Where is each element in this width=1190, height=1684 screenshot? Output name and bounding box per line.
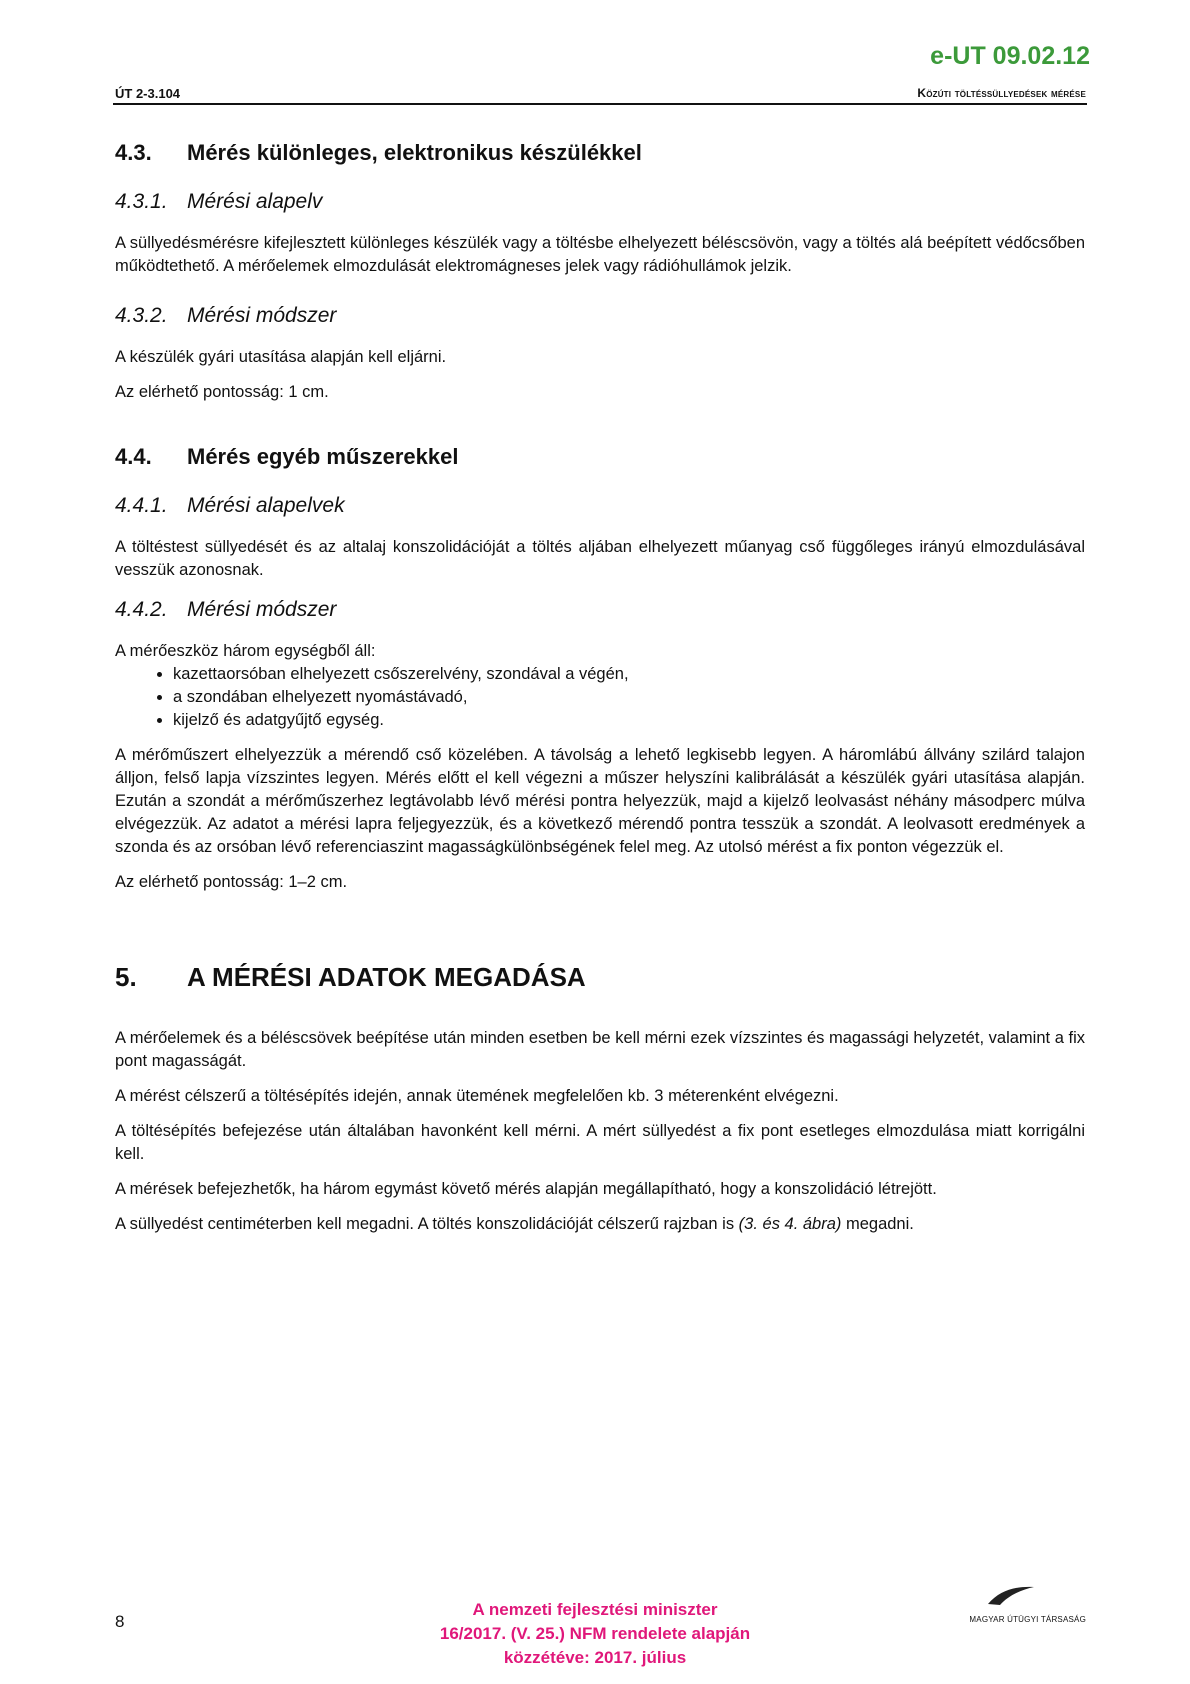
publication-line: 16/2017. (V. 25.) NFM rendelete alapján [439,1624,751,1643]
section-4-4-2-heading [115,598,1085,622]
section-number: 5. [115,962,137,992]
road-swoosh-icon [986,1584,1036,1606]
paragraph: A mérőműszert elhelyezzük a mérendő cső közelében. A távolság a lehető legkisebb legyen. A háromlábú állvány szilárd talajon álljon, felső lapja vízszintes legyen. Mérés előtt el kell végezni a műszer helyszíni kalibrálását a készülék gyári utasítása alapján. Ezután a szondát a mérőműszerhez legtávolabb lévő mérési pontra helyezzük, majd a kijelző leolvasást néhány másodperc múlva elvégezzük. Az adatot a mérési lapra feljegyezzük, és a következő mérendő pontra tesszük a szondát. A leolvasott eredmények a szonda és az orsóban lévő referenciaszint magasságkülönbségének felel meg. Az utolsó mérést a fix ponton végezzük el. [115,746,1085,856]
paragraph: A készülék gyári utasítása alapján kell eljárni. [115,348,447,366]
section-number: 4.4.1. [115,494,168,517]
publication-line: közzétéve: 2017. július [503,1648,687,1667]
section-title: A MÉRÉSI ADATOK MEGADÁSA [187,962,586,992]
section-number: 4.3. [115,140,152,165]
paragraph: Az elérhető pontosság: 1–2 cm. [115,873,348,891]
section-number: 4.3.1. [115,190,168,213]
section-4-3-1-heading [115,190,1085,214]
paragraph: A töltéstest süllyedését és az altalaj konszolidációját a töltés aljában elhelyezett műanyag cső függőleges irányú elmozdulásával vesszük azonosnak. [115,538,1085,579]
paragraph-text: megadni. [841,1215,914,1233]
section-title: Mérési módszer [187,598,337,621]
society-logo [926,1584,1086,1624]
section-5-heading [115,962,1085,993]
section-title: Mérési alapelvek [187,494,345,517]
section-title: Mérés különleges, elektronikus készülékkel [187,140,642,165]
section-4-3-2-heading [115,304,1085,328]
standard-number: ÚT 2-3.104 [115,86,181,101]
section-4-3-heading [115,140,1085,166]
paragraph: A süllyedésmérésre kifejlesztett különleges készülék vagy a töltésbe elhelyezett béléscsövön, vagy a töltés alá beépített védőcsőben működtethető. A mérőelemek elmozdulását elektromágneses jelek vagy rádióhullámok jelzik. [115,234,1085,275]
publication-line: A nemzeti fejlesztési miniszter [472,1600,718,1619]
paragraph-text: A süllyedést centiméterben kell megadni. A töltés konszolidációját célszerű rajzban is [115,1215,739,1233]
section-title: Mérés egyéb műszerekkel [187,444,459,469]
page-number: 8 [115,1612,125,1631]
figure-reference: (3. és 4. ábra) [738,1215,842,1233]
paragraph: A mérést célszerű a töltésépítés idején, annak ütemének megfelelően kb. 3 méterenként elvégezni. [115,1087,839,1105]
section-title: Mérési alapelv [187,190,323,213]
paragraph: A mérések befejezhetők, ha három egymást követő mérés alapján megállapítható, hogy a konszolidáció létrejött. [115,1180,937,1198]
paragraph [115,1213,1085,1236]
document-code: e-UT 09.02.12 [930,42,1090,70]
list-item: • kijelző és adatgyűjtő egység. [173,709,1085,732]
section-4-4-1-heading [115,494,1085,518]
section-number: 4.3.2. [115,304,168,327]
paragraph: A töltésépítés befejezése után általában havonként kell mérni. A mért süllyedést a fix pont esetleges elmozdulása miatt korrigálni kell. [115,1122,1085,1163]
paragraph: Az elérhető pontosság: 1 cm. [115,383,329,401]
page-content [115,140,1085,1248]
section-4-4-heading [115,444,1085,470]
section-number: 4.4.2. [115,598,168,621]
bullet-list [115,663,1085,732]
section-number: 4.4. [115,444,152,469]
paragraph: A mérőeszköz három egységből áll: [115,642,376,660]
section-title: Mérési módszer [187,304,337,327]
logo-text: MAGYAR ÚTÜGYI TÁRSASÁG [969,1615,1086,1624]
running-title: Közúti töltéssüllyedések mérése [917,86,1086,100]
list-item: • kazettaorsóban elhelyezett csőszerelvény, szondával a végén, [173,663,1085,686]
list-item: • a szondában elhelyezett nyomástávadó, [173,686,1085,709]
header-rule [113,103,1087,105]
paragraph: A mérőelemek és a béléscsövek beépítése után minden esetben be kell mérni ezek vízszintes és magassági helyzetét, valamint a fix pont magasságát. [115,1029,1085,1070]
